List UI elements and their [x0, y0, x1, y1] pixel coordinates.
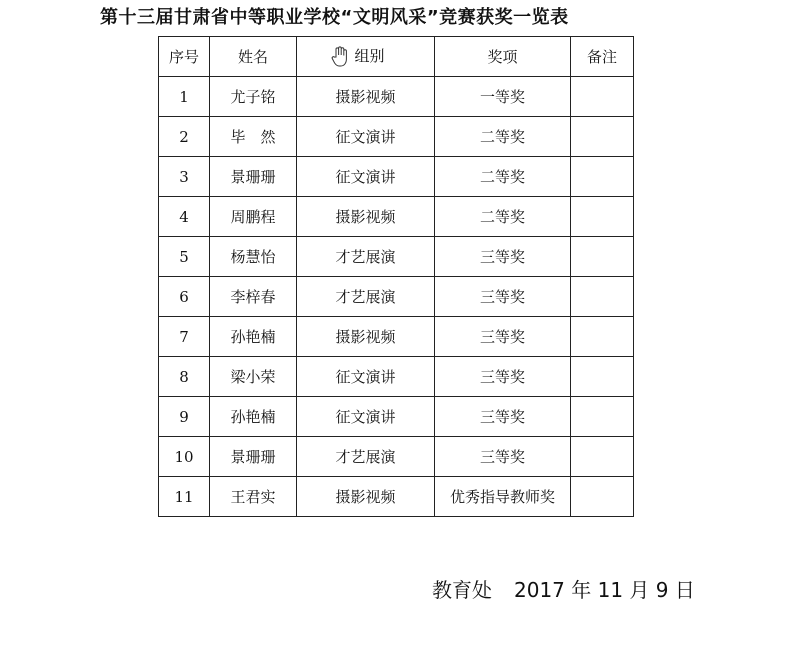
cell-no: 7: [159, 317, 210, 357]
cell-award: 二等奖: [435, 157, 571, 197]
cell-no: 9: [159, 397, 210, 437]
header-note: 备注: [571, 37, 634, 77]
table-row: [159, 477, 634, 517]
cell-note: [571, 437, 634, 477]
document-title: 第十三届甘肃省中等职业学校“文明风采”竞赛获奖一览表: [100, 7, 569, 28]
cell-award: 三等奖: [435, 437, 571, 477]
cell-name: 孙艳楠: [210, 397, 297, 437]
cell-group: 摄影视频: [297, 197, 435, 237]
issuing-office: 教育处: [432, 578, 492, 602]
cell-note: [571, 357, 634, 397]
cell-note: [571, 477, 634, 517]
table-row: [159, 437, 634, 477]
cell-award: 二等奖: [435, 197, 571, 237]
cell-no: 5: [159, 237, 210, 277]
cell-no: 2: [159, 117, 210, 157]
cell-name: 周鹏程: [210, 197, 297, 237]
cell-name: 景珊珊: [210, 437, 297, 477]
table-row: [159, 157, 634, 197]
cell-group: 才艺展演: [297, 237, 435, 277]
header-no: 序号: [159, 37, 210, 77]
cell-award: 三等奖: [435, 277, 571, 317]
cell-award: 一等奖: [435, 77, 571, 117]
issue-date: 2017 年 11 月 9 日: [514, 578, 695, 602]
cell-group: 摄影视频: [297, 77, 435, 117]
cell-no: 11: [159, 477, 210, 517]
awards-table: [158, 36, 634, 517]
cell-group: 才艺展演: [297, 277, 435, 317]
cell-award: 优秀指导教师奖: [435, 477, 571, 517]
table-row: [159, 197, 634, 237]
cell-award: 三等奖: [435, 237, 571, 277]
cell-no: 10: [159, 437, 210, 477]
cell-group: 摄影视频: [297, 317, 435, 357]
cell-group: 征文演讲: [297, 357, 435, 397]
hand-pointer-icon: [330, 46, 350, 68]
cell-note: [571, 317, 634, 357]
cell-note: [571, 237, 634, 277]
cell-no: 1: [159, 77, 210, 117]
table-row: [159, 357, 634, 397]
cell-award: 三等奖: [435, 357, 571, 397]
cell-note: [571, 397, 634, 437]
cell-no: 8: [159, 357, 210, 397]
table-row: [159, 317, 634, 357]
header-group: [297, 37, 435, 77]
cell-group: 征文演讲: [297, 117, 435, 157]
cell-note: [571, 197, 634, 237]
header-group-label: 组别: [354, 47, 385, 66]
cell-name: 孙艳楠: [210, 317, 297, 357]
table-row: [159, 397, 634, 437]
table-row: [159, 117, 634, 157]
cell-note: [571, 277, 634, 317]
table-row: [159, 237, 634, 277]
cell-name: 毕 然: [210, 117, 297, 157]
cell-award: 三等奖: [435, 317, 571, 357]
cell-note: [571, 77, 634, 117]
table-row: [159, 277, 634, 317]
table-row: [159, 77, 634, 117]
header-award: 奖项: [435, 37, 571, 77]
cell-name: 景珊珊: [210, 157, 297, 197]
cell-no: 3: [159, 157, 210, 197]
cell-name: 王君实: [210, 477, 297, 517]
cell-no: 4: [159, 197, 210, 237]
cell-note: [571, 117, 634, 157]
cell-name: 尤子铭: [210, 77, 297, 117]
cell-name: 梁小荣: [210, 357, 297, 397]
signature-line: [432, 574, 695, 603]
header-name: 姓名: [210, 37, 297, 77]
cell-group: 征文演讲: [297, 157, 435, 197]
cell-name: 杨慧怡: [210, 237, 297, 277]
cell-name: 李梓春: [210, 277, 297, 317]
cell-group: 摄影视频: [297, 477, 435, 517]
cell-award: 三等奖: [435, 397, 571, 437]
table-header-row: [159, 37, 634, 77]
cell-no: 6: [159, 277, 210, 317]
cell-note: [571, 157, 634, 197]
cell-group: 才艺展演: [297, 437, 435, 477]
cell-award: 二等奖: [435, 117, 571, 157]
cell-group: 征文演讲: [297, 397, 435, 437]
